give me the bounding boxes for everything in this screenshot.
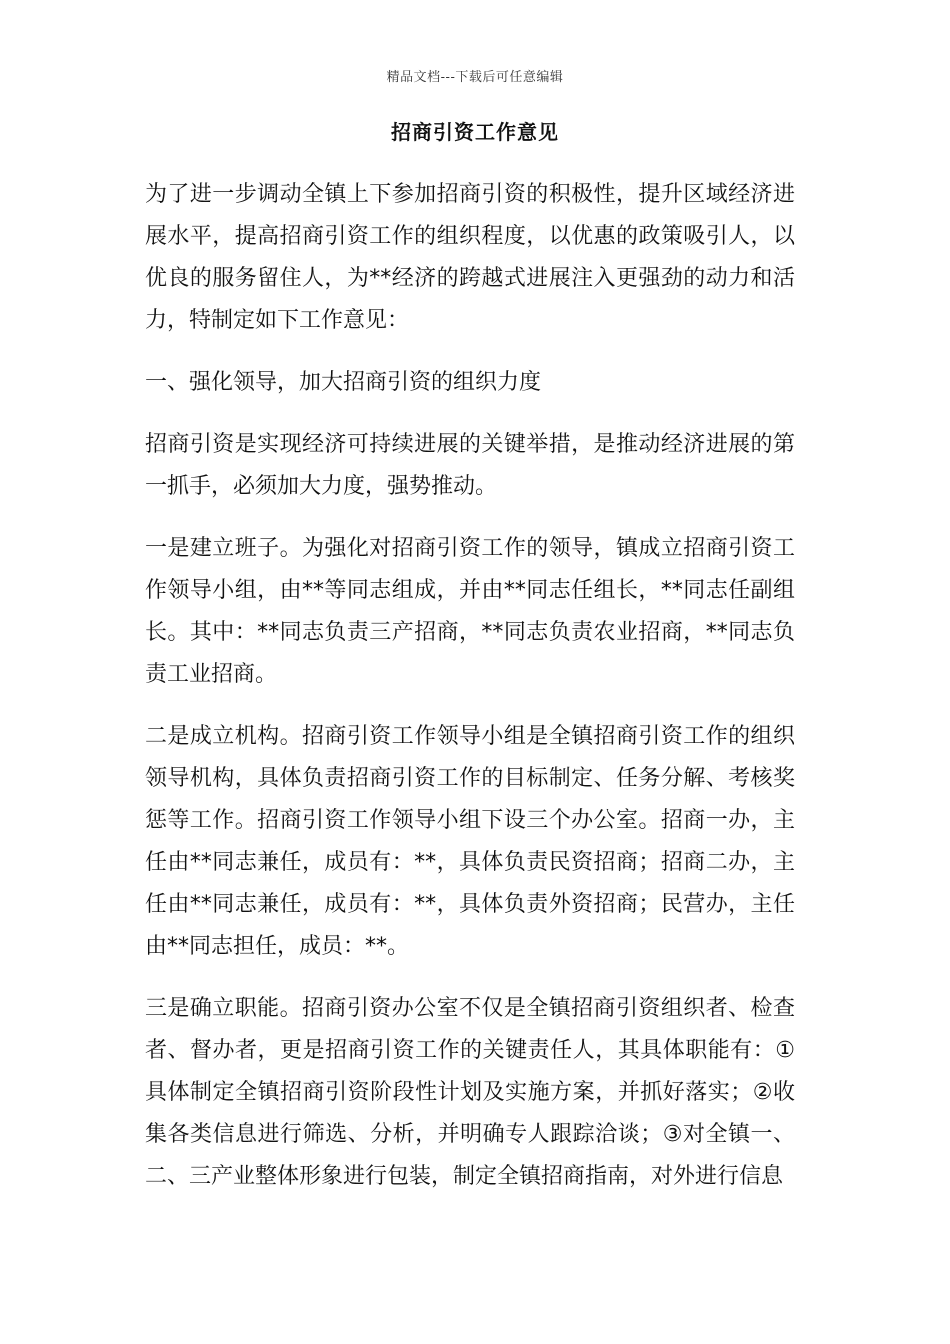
section-heading-1: 一、强化领导，加大招商引资的组织力度	[145, 370, 542, 395]
paragraph-item-3: 三是确立职能。招商引资办公室不仅是全镇招商引资组织者、检查者、督办者，更是招商引资工作的关键责任人，其具体职能有：①具体制定全镇招商引资阶段性计划及实施方案，并抓好落实；②收集各类信息进行筛选、分析，并明确专人跟踪洽谈；③对全镇一、二、三产业整体形象进行包装，制定全镇招商指南，对外进行信息	[145, 996, 795, 1189]
header-note: 精品文档---下载后可任意编辑	[386, 70, 564, 85]
paragraph-item-2: 二是成立机构。招商引资工作领导小组是全镇招商引资工作的组织领导机构，具体负责招商引资工作的目标制定、任务分解、考核奖惩等工作。招商引资工作领导小组下设三个办公室。招商一办，主任由**同志兼任，成员有：**，具体负责民资招商；招商二办，主任由**同志兼任，成员有：**，具体负责外资招商；民营办，主任由**同志担任，成员：**。	[145, 724, 795, 959]
paragraph-section-1-intro: 招商引资是实现经济可持续进展的关键举措，是推动经济进展的第一抓手，必须加大力度，强势推动。	[145, 432, 795, 499]
paragraph-item-1: 一是建立班子。为强化对招商引资工作的领导，镇成立招商引资工作领导小组，由**等同志组成，并由**同志任组长，**同志任副组长。其中：**同志负责三产招商，**同志负责农业招商，**同志负责工业招商。	[145, 536, 795, 687]
document-body	[145, 174, 795, 1218]
paragraph-intro: 为了进一步调动全镇上下参加招商引资的积极性，提升区域经济进展水平，提高招商引资工作的组织程度，以优惠的政策吸引人，以优良的服务留住人，为**经济的跨越式进展注入更强劲的动力和活力，特制定如下工作意见：	[145, 182, 795, 333]
document-title: 招商引资工作意见	[391, 120, 559, 144]
